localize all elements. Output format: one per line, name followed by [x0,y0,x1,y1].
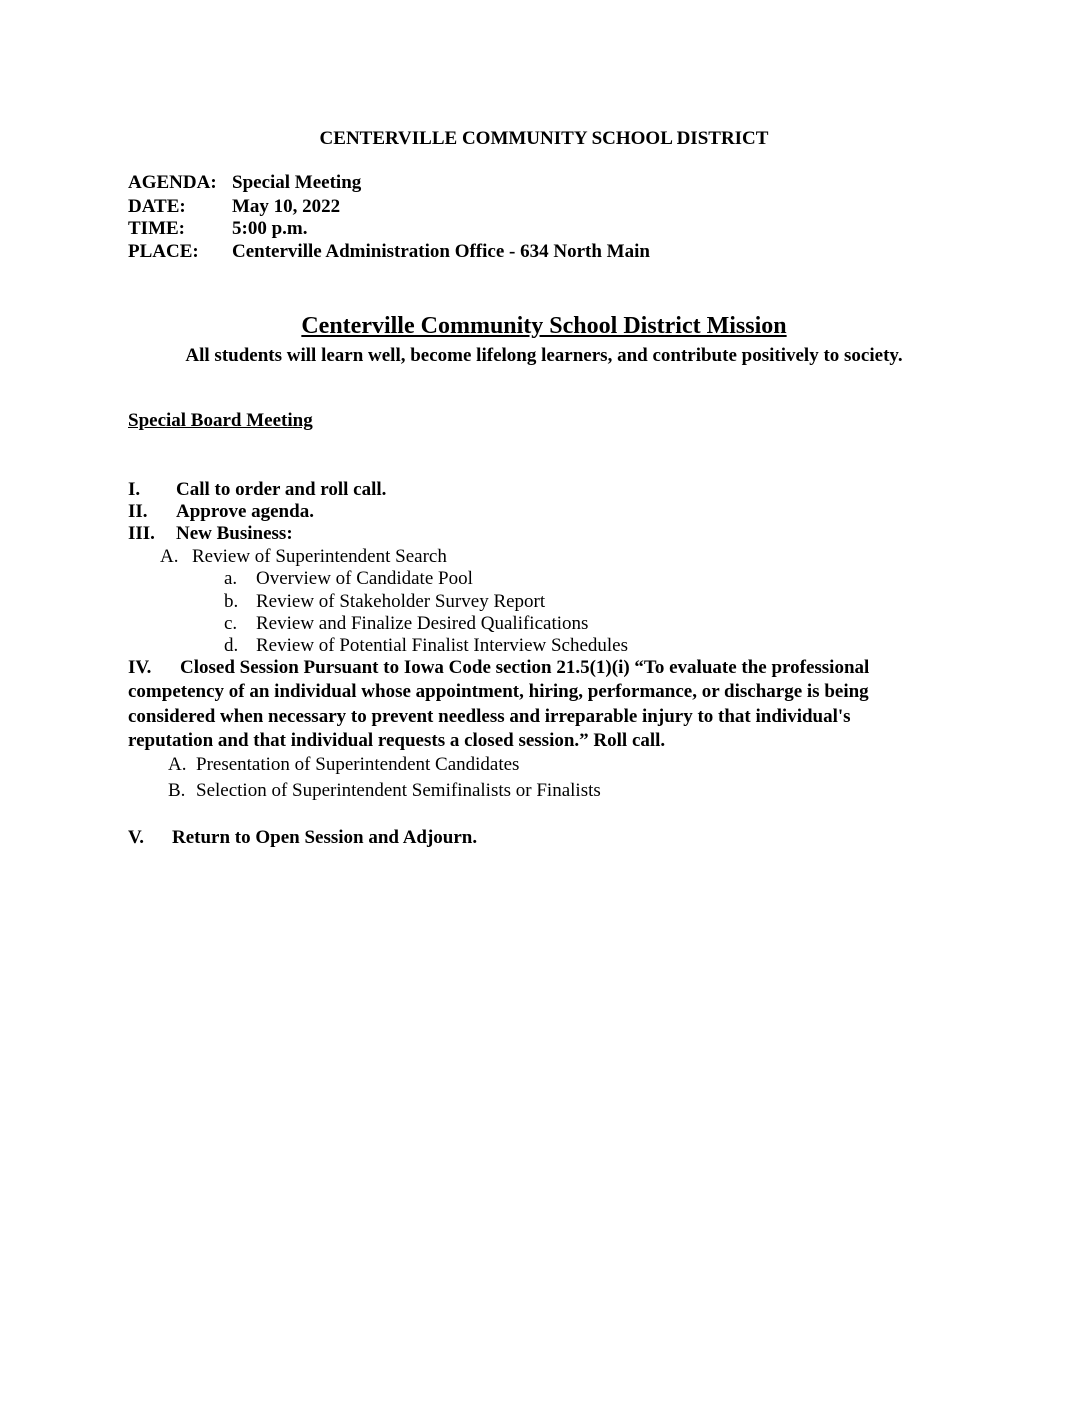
agenda-subitem [0,780,1088,804]
subsubitem-text: Review of Potential Finalist Interview Schedules [256,635,629,656]
meeting-info-agenda [0,172,1088,196]
agenda-item-number: II. [128,501,148,522]
agenda-item-text: Call to order and roll call. [176,479,387,500]
subsubitem-letter: d. [224,635,239,656]
subitem-text: Presentation of Superintendent Candidates [196,754,520,775]
agenda-item-number: V. [128,827,145,848]
meeting-info-date [0,196,1088,220]
meeting-info-label: PLACE: [128,241,199,262]
mission-statement: All students will learn well, become lifelong learners, and contribute positively to society. [185,345,903,366]
subitem-letter: B. [168,780,186,801]
meeting-info-label: DATE: [128,196,186,217]
subsubitem-text: Review of Stakeholder Survey Report [256,591,546,612]
agenda-item-text: New Business: [176,523,293,544]
agenda-item-number: IV. [128,657,152,678]
agenda-item-1 [0,479,1088,503]
meeting-info-value: 5:00 p.m. [232,218,308,239]
subsubitem-letter: b. [224,591,239,612]
subitem-letter: A. [168,754,187,775]
agenda-subsubitem [0,613,1088,637]
agenda-subitem [0,546,1088,570]
agenda-subsubitem [0,591,1088,615]
meeting-info-value: Centerville Administration Office - 634 North Main [232,241,650,262]
subsubitem-text: Review and Finalize Desired Qualifications [256,613,589,634]
section-heading: Special Board Meeting [128,410,313,431]
agenda-item-5 [0,827,1088,851]
subsubitem-text: Overview of Candidate Pool [256,568,473,589]
agenda-item-number: III. [128,523,155,544]
agenda-item-2 [0,501,1088,525]
meeting-info-label: AGENDA: [128,172,217,193]
agenda-item-text: Closed Session Pursuant to Iowa Code section 21.5(1)(i) “To evaluate the professional [180,657,870,678]
agenda-item-4-line-3: considered when necessary to prevent needless and irreparable injury to that individual's [128,705,851,727]
mission-title: Centerville Community School District Mission [301,313,787,339]
subitem-text: Selection of Superintendent Semifinalists or Finalists [196,780,601,801]
agenda-item-4-line-2: competency of an individual whose appointment, hiring, performance, or discharge is being [128,681,869,703]
meeting-info-time [0,218,1088,242]
meeting-info-label: TIME: [128,218,185,239]
agenda-item-text: Return to Open Session and Adjourn. [172,827,478,848]
agenda-item-number: I. [128,479,141,500]
subitem-text: Review of Superintendent Search [192,546,447,567]
subitem-letter: A. [160,546,179,567]
meeting-info-value: May 10, 2022 [232,196,341,217]
agenda-item-3 [0,523,1088,547]
agenda-item-4-line-1 [128,656,928,680]
meeting-info-value: Special Meeting [232,172,362,193]
agenda-item-4 [128,656,928,753]
subsubitem-letter: c. [224,613,238,634]
district-name: CENTERVILLE COMMUNITY SCHOOL DISTRICT [319,128,769,149]
agenda-subsubitem [0,568,1088,592]
meeting-info-place [0,241,1088,265]
agenda-subitem [0,754,1088,778]
subsubitem-letter: a. [224,568,238,589]
agenda-item-4-line-4: reputation and that individual requests a closed session.” Roll call. [128,729,666,751]
agenda-item-text: Approve agenda. [176,501,314,522]
